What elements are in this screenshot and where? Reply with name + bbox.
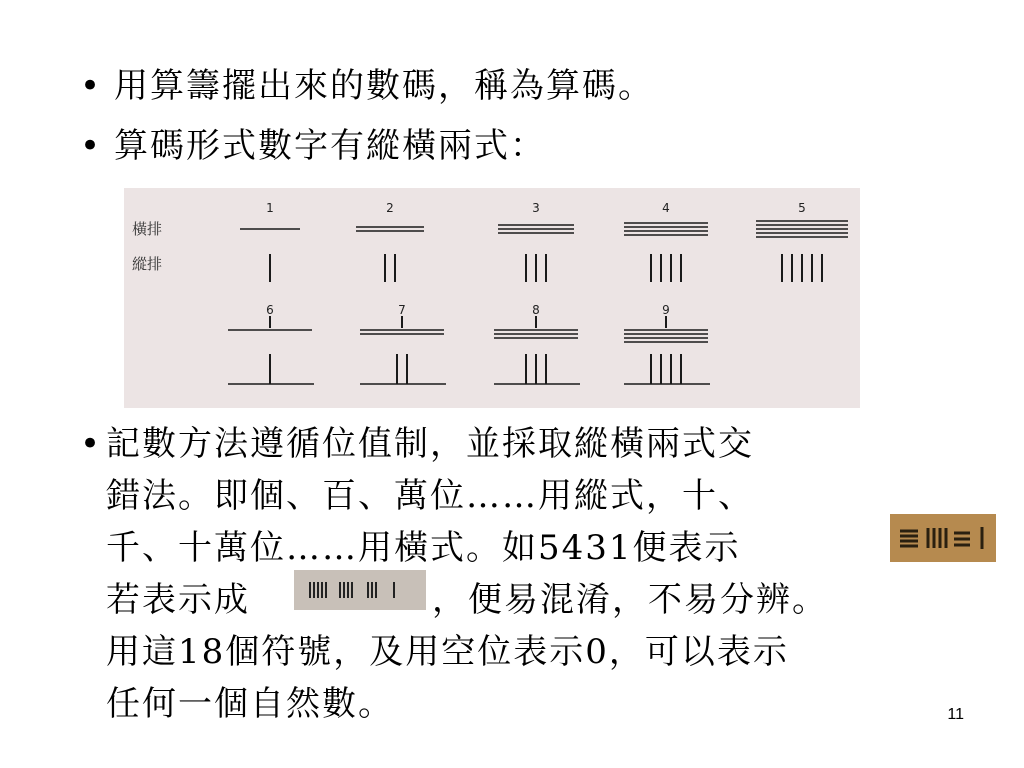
rod-numerals-svg [124,188,860,408]
row-label-horizontal: 橫排 [132,220,163,238]
rod-numerals-figure [124,188,860,408]
para-line-5: ，便易混淆，不易分辨。 [432,580,828,620]
page-number: 11 [947,706,964,723]
numeral-label-5: 5 [798,201,806,215]
para-line-3: 千、十萬位……用橫式。如5431便表示 [106,528,741,568]
para-line-2: 錯法。即個、百、萬位……用縱式，十、 [106,476,754,516]
bullet-dot: • [80,126,101,166]
numeral-label-4: 4 [662,201,670,215]
rods-5431-correct-image [890,514,996,577]
para-line-1: 記數方法遵循位值制，並採取縱橫兩式交 [106,424,754,464]
numeral-label-8: 8 [532,303,540,317]
numeral-label-7: 7 [398,303,406,317]
para-line-7: 任何一個自然數。 [106,684,394,724]
row-label-vertical: 縱排 [132,255,163,273]
rods-5431-confusing-image [294,570,426,625]
bullet-text: 用算籌擺出來的數碼，稱為算碼。 [114,66,654,106]
para-line-4: 若表示成 [106,580,250,620]
numeral-label-3: 3 [532,201,540,215]
rod-glyphs [228,201,848,384]
numeral-label-2: 2 [386,201,394,215]
numeral-label-9: 9 [662,303,670,317]
bullet-dot: • [80,66,101,106]
numeral-label-1: 1 [266,201,274,215]
numeral-label-6: 6 [266,303,274,317]
para-line-6: 用這18個符號，及用空位表示0，可以表示 [106,632,789,672]
bullet-dot: • [80,424,101,464]
bullet-text: 算碼形式數字有縱橫兩式： [114,126,546,166]
